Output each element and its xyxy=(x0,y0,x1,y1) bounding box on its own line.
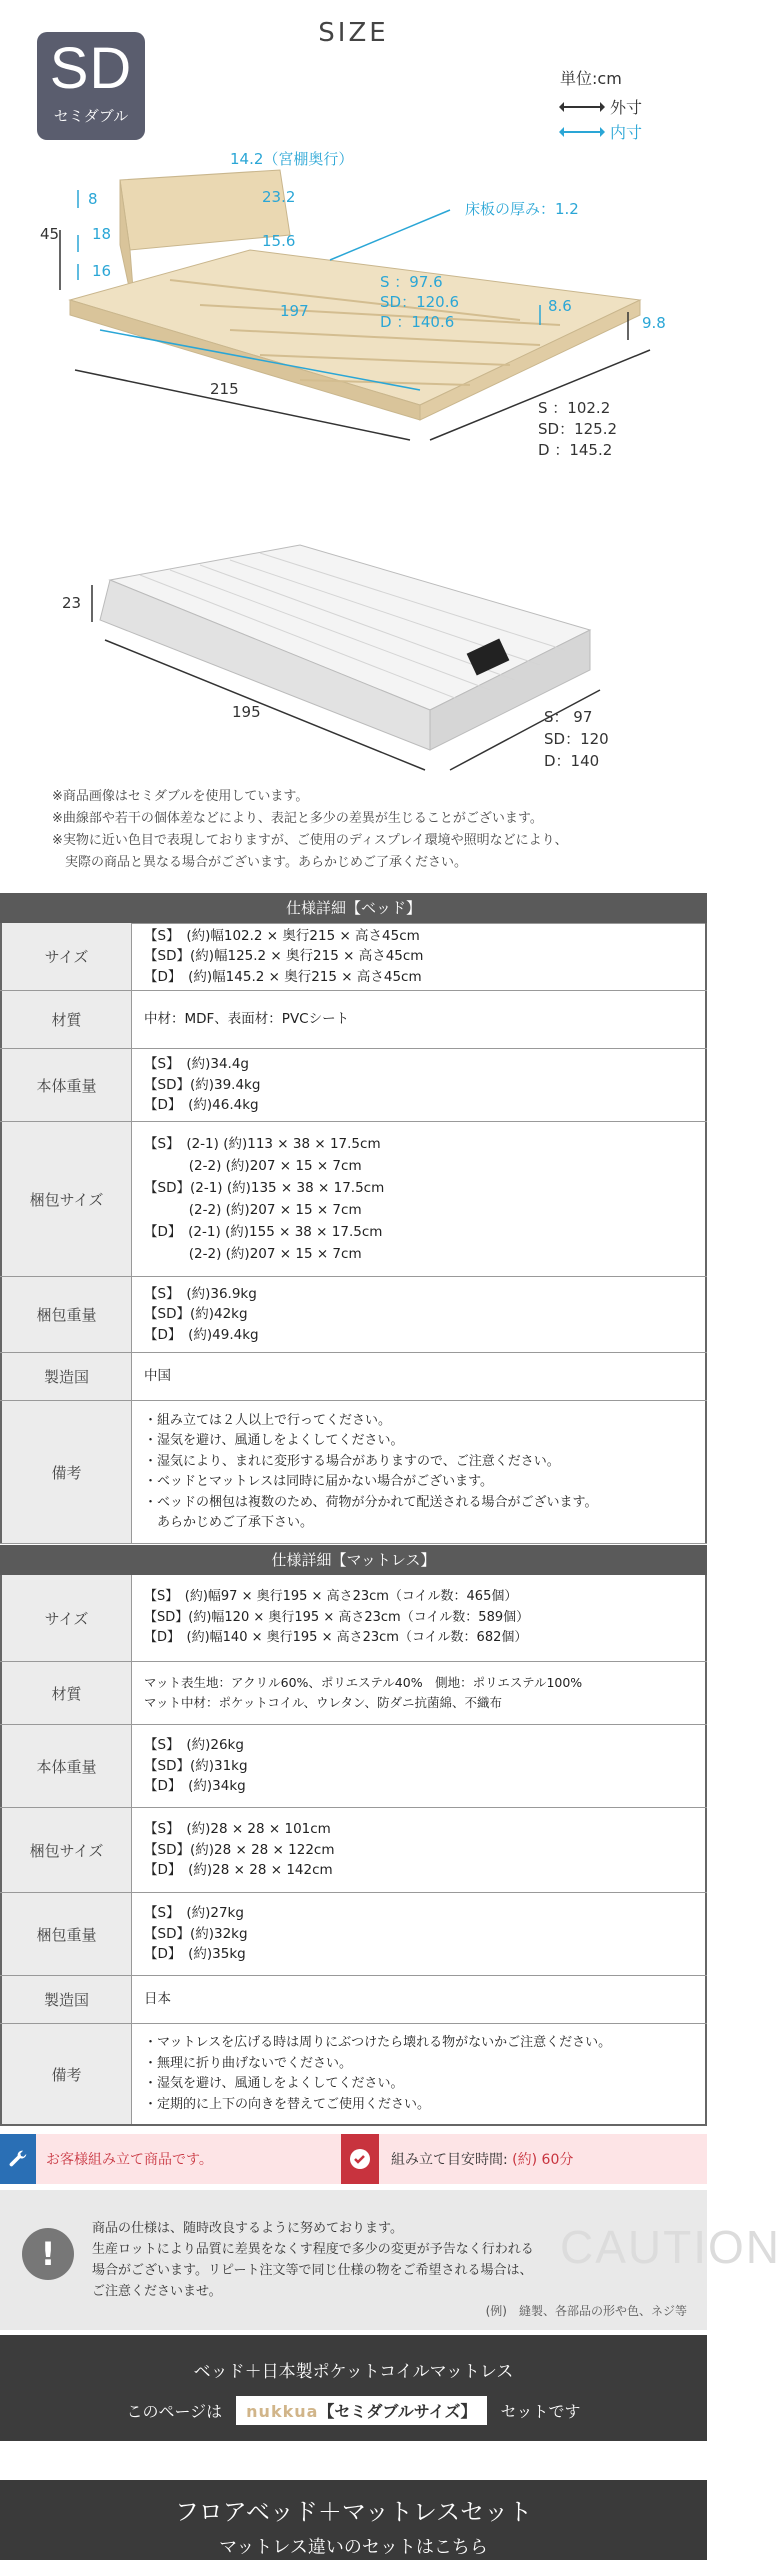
dim-16: 16 xyxy=(92,262,112,280)
size-badge-sub: セミダブル xyxy=(53,107,129,125)
notice-example: (例) 縫製、各部品の形や色、ネジ等 xyxy=(485,2304,687,2318)
spec-label: 材質 xyxy=(0,1662,132,1724)
spec-label: 梱包重量 xyxy=(0,1893,132,1975)
caution-notice xyxy=(0,2190,781,2330)
footer-subtitle[interactable]: マットレス違いのセットはこちら xyxy=(219,2537,488,2558)
clock-icon xyxy=(341,2134,379,2184)
dim-inner-d: D ：140.6 xyxy=(380,313,455,331)
assembly-notice-left xyxy=(0,2134,341,2184)
notice-line: 商品の仕様は、随時改良するように努めております。 xyxy=(92,2221,403,2236)
unit-legend xyxy=(560,66,680,143)
mattress-dim-195: 195 xyxy=(232,703,261,721)
set-banner xyxy=(0,2335,707,2441)
dim-18: 18 xyxy=(92,225,112,243)
spec-label: 製造国 xyxy=(0,1353,132,1400)
dim-9-8: 9.8 xyxy=(642,314,666,332)
dim-45: 45 xyxy=(40,225,60,243)
notice-line: ご注意くださいませ。 xyxy=(92,2284,222,2299)
dim-197: 197 xyxy=(280,302,309,320)
dim-outer-s: S ：102.2 xyxy=(538,399,611,417)
bed-spec-row-size: サイズ 【S】 (約)幅102.2 × 奥行215 × 高さ45cm 【SD】(約)幅125.2 × 奥行215 × 高さ45cm 【D】 (約)幅145.2 × 奥行215 × 高さ45cm xyxy=(0,923,707,991)
note-line: ※実物に近い色目で表現しておりますが、ご使用のディスプレイ環境や照明などにより、 xyxy=(52,833,568,848)
assembly-time xyxy=(391,2149,573,2169)
bed-spec-row-package-size: 梱包サイズ 【S】 (2-1) (約)113 × 38 × 17.5cm (2-2) (約)207 × 15 × 7cm 【SD】(2-1) (約)135 × 38 × 17.5cm (2-2) (約)207 × 15 × 7cm 【D】 (2-1) (約)155 × 38 × 17.5cm (2-2) (約)207 × 15 × 7cm xyxy=(0,1122,707,1277)
spec-label: 本体重量 xyxy=(0,1049,132,1121)
mattress-dim-width xyxy=(544,706,609,772)
dim-outer-width xyxy=(538,398,617,461)
mattress-spec-row-package-weight: 梱包重量 【S】 (約)27kg 【SD】(約)32kg 【D】 (約)35kg xyxy=(0,1893,707,1976)
mattress-spec-row-material: 材質 マット表生地：アクリル60%、ポリエステル40% 側地：ポリエステル100% マット中材：ポケットコイル、ウレタン、防ダニ抗菌綿、不織布 xyxy=(0,1662,707,1725)
mattress-set-link[interactable] xyxy=(0,2480,707,2560)
notice-text xyxy=(92,2218,534,2302)
mattress-spec-row-remarks: 備考 ・マットレスを広げる時は周りにぶつけたら壊れる物がないかご注意ください。 ・無理に折り曲げないでください。 ・湿気を避け、風通しをよくしてください。 ・定期的に上下の向きを替えてご使用ください。 xyxy=(0,2024,707,2126)
spec-label: サイズ xyxy=(0,923,132,990)
mattress-spec-row-country: 製造国 日本 xyxy=(0,1976,707,2024)
set-banner-size: 【セミダブルサイズ】 xyxy=(318,2402,477,2421)
spec-label: 本体重量 xyxy=(0,1725,132,1807)
dim-inner-s: S ：97.6 xyxy=(380,273,443,291)
mattress-spec-row-size: サイズ 【S】 (約)幅97 × 奥行195 × 高さ23cm（コイル数：465個） 【SD】(約)幅120 × 奥行195 × 高さ23cm（コイル数：589個） 【D】 (約)幅140 × 奥行195 × 高さ23cm（コイル数：682個） xyxy=(0,1575,707,1662)
mattress-dim-23: 23 xyxy=(62,594,82,612)
mattress-spec-row-package-size: 梱包サイズ 【S】 (約)28 × 28 × 101cm 【SD】(約)28 × 28 × 122cm 【D】 (約)28 × 28 × 142cm xyxy=(0,1808,707,1893)
mattress-spec-header: 仕様詳細【マットレス】 xyxy=(0,1545,707,1575)
assembly-text: お客様組み立て商品です。 xyxy=(46,2152,213,2168)
brand-logo: nukkua xyxy=(246,2402,319,2421)
legend-outer: 外寸 xyxy=(610,98,643,117)
note-line: ※曲線部や若干の個体差などにより、表記と多少の差異が生じることがございます。 xyxy=(52,811,543,826)
set-banner-title: ベッド＋日本製ポケットコイルマットレス xyxy=(193,2362,514,2382)
footer-title[interactable]: フロアベッド＋マットレスセット xyxy=(174,2498,533,2526)
bed-spec-header: 仕様詳細【ベッド】 xyxy=(0,893,707,923)
dim-8: 8 xyxy=(88,190,98,208)
note-line: ※商品画像はセミダブルを使用しています。 xyxy=(52,789,309,804)
dim-15-6: 15.6 xyxy=(262,232,296,250)
mattress-dim-sd: SD：120 xyxy=(544,730,609,748)
dim-8-6: 8.6 xyxy=(548,297,572,315)
mattress-dim-d: D：140 xyxy=(544,752,600,770)
spec-label: 梱包サイズ xyxy=(0,1808,132,1892)
notice-line: 生産ロットにより品質に差異をなくす程度で多少の変更が予告なく行われる xyxy=(92,2242,534,2257)
dim-shelf-depth: 14.2（宮棚奥行） xyxy=(230,150,354,168)
spec-label: 備考 xyxy=(0,1401,132,1543)
size-notes xyxy=(52,786,568,874)
spec-label: サイズ xyxy=(0,1575,132,1661)
legend-inner: 内寸 xyxy=(610,123,643,142)
assembly-notice-right xyxy=(341,2134,707,2184)
mattress-spec-row-weight: 本体重量 【S】 (約)26kg 【SD】(約)31kg 【D】 (約)34kg xyxy=(0,1725,707,1808)
dim-floor-thickness: 床板の厚み：1.2 xyxy=(465,200,579,218)
dim-outer-d: D ：145.2 xyxy=(538,441,613,459)
size-badge xyxy=(37,32,145,140)
dim-215: 215 xyxy=(210,380,239,398)
dim-outer-sd: SD：125.2 xyxy=(538,420,618,438)
wrench-icon xyxy=(0,2134,36,2184)
dim-23-2: 23.2 xyxy=(262,188,296,206)
bed-spec-row-package-weight: 梱包重量 【S】 (約)36.9kg 【SD】(約)42kg 【D】 (約)49.4kg xyxy=(0,1277,707,1353)
bed-spec-row-country: 製造国 中国 xyxy=(0,1353,707,1401)
spec-label: 材質 xyxy=(0,991,132,1048)
dim-inner-width xyxy=(380,272,459,332)
size-title: SIZE xyxy=(318,18,389,48)
bed-spec-row-remarks: 備考 ・組み立ては２人以上で行ってください。 ・湿気を避け、風通しをよくしてください。 ・湿気により、まれに変形する場合がありますので、ご注意ください。 ・ベッドとマットレスは同時に届かない場合がございます。 ・ベッドの梱包は複数のため、荷物が分かれて配送される場合がございます。 あらかじめご了承下さい。 xyxy=(0,1401,707,1544)
exclamation-icon: ! xyxy=(22,2228,74,2280)
assembly-time-value: (約) 60分 xyxy=(512,2152,574,2168)
notice-line: 場合がございます。リピート注文等で同じ仕様の物をご希望される場合は、 xyxy=(92,2263,533,2278)
caution-watermark: CAUTION xyxy=(560,2221,781,2273)
set-banner-suffix: セットです xyxy=(500,2402,581,2421)
unit-label: 単位:cm xyxy=(560,69,622,88)
note-line: 実際の商品と異なる場合がございます。あらかじめご了承ください。 xyxy=(52,855,467,870)
mattress-dim-s: S： 97 xyxy=(544,708,593,726)
bed-spec-row-weight: 本体重量 【S】 (約)34.4g 【SD】(約)39.4kg 【D】 (約)46.4kg xyxy=(0,1049,707,1122)
spec-label: 梱包重量 xyxy=(0,1277,132,1352)
set-banner-product xyxy=(236,2396,486,2425)
bed-spec-row-material: 材質 中材：MDF、表面材：PVCシート xyxy=(0,991,707,1049)
spec-label: 製造国 xyxy=(0,1976,132,2023)
assembly-time-label: 組み立て目安時間: xyxy=(391,2152,508,2168)
set-banner-prefix: このページは xyxy=(126,2402,223,2421)
spec-label: 梱包サイズ xyxy=(0,1122,132,1276)
size-badge-main: SD xyxy=(49,36,133,101)
dim-inner-sd: SD：120.6 xyxy=(380,293,460,311)
outer-arrow-icon xyxy=(560,106,604,108)
spec-label: 備考 xyxy=(0,2024,132,2124)
inner-arrow-icon xyxy=(560,131,604,133)
